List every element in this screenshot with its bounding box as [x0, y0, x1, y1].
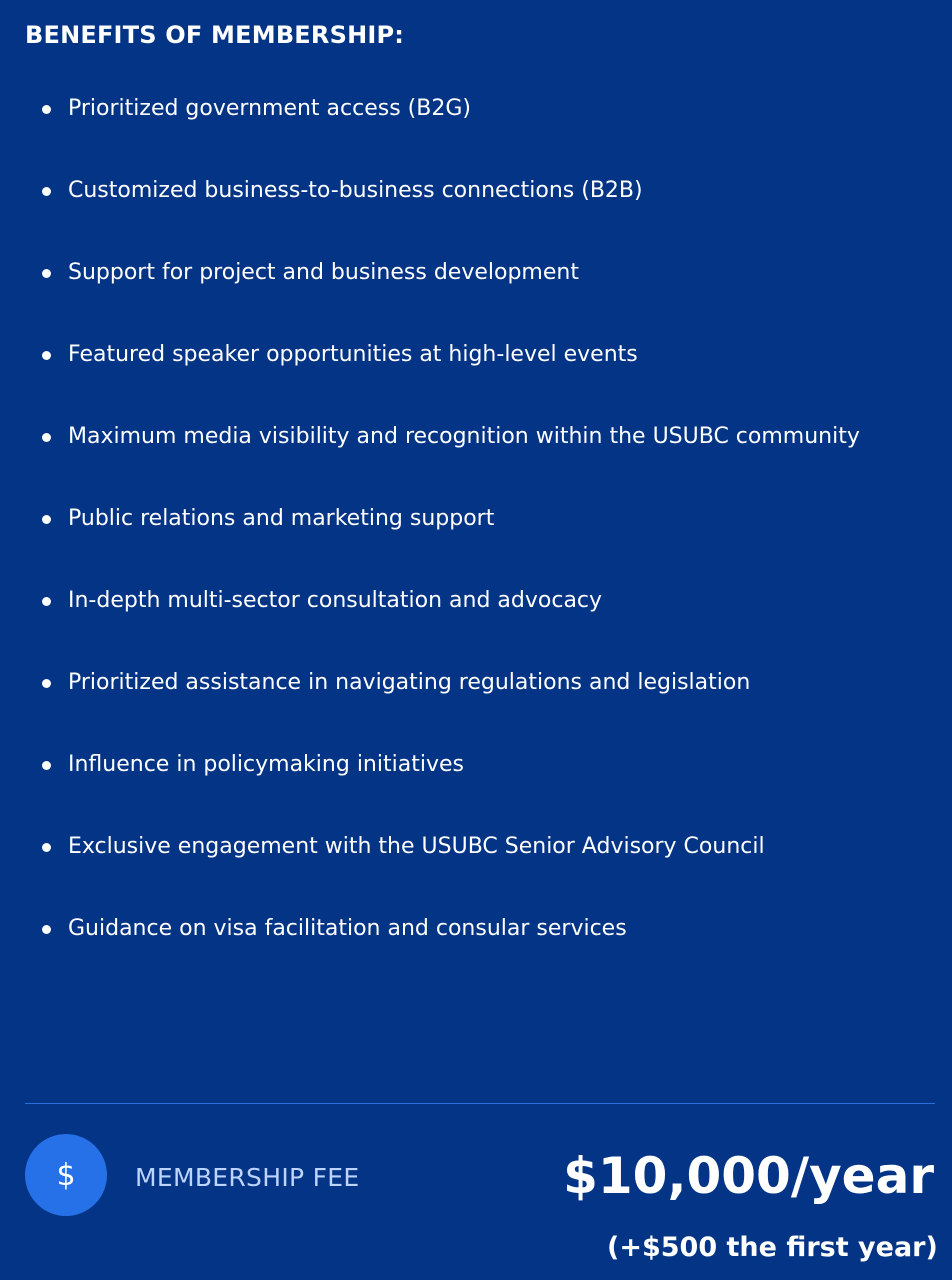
membership-fee-label: MEMBERSHIP FEE [135, 1163, 360, 1192]
benefits-list [0, 87, 952, 989]
bullet-icon [42, 105, 51, 114]
first-year-fee-note: (+$500 the first year) [607, 1232, 938, 1263]
bullet-icon [42, 351, 51, 360]
dollar-icon: $ [25, 1134, 107, 1216]
benefit-item [0, 251, 952, 333]
benefit-text: Support for project and business development [68, 260, 579, 285]
benefit-item [0, 333, 952, 415]
fee-divider [25, 1103, 935, 1104]
benefit-text: Prioritized assistance in navigating regulations and legislation [68, 670, 751, 695]
benefit-text: Maximum media visibility and recognition within the USUBC community [68, 424, 860, 449]
benefit-item [0, 169, 952, 251]
benefit-text: Customized business-to-business connections (B2B) [68, 178, 643, 203]
benefit-text: Exclusive engagement with the USUBC Senior Advisory Council [68, 834, 765, 859]
bullet-icon [42, 843, 51, 852]
bullet-icon [42, 597, 51, 606]
benefit-item [0, 87, 952, 169]
bullet-icon [42, 269, 51, 278]
benefit-item [0, 825, 952, 907]
benefit-text: Public relations and marketing support [68, 506, 495, 531]
benefit-item [0, 497, 952, 579]
bullet-icon [42, 187, 51, 196]
bullet-icon [42, 925, 51, 934]
benefit-item [0, 661, 952, 743]
benefit-text: In-depth multi-sector consultation and advocacy [68, 588, 603, 613]
benefit-text: Prioritized government access (B2G) [68, 96, 471, 121]
benefit-item [0, 907, 952, 989]
benefit-item [0, 415, 952, 497]
bullet-icon [42, 515, 51, 524]
benefit-item [0, 743, 952, 825]
membership-fee-amount: $10,000/year [563, 1147, 934, 1205]
benefit-item [0, 579, 952, 661]
bullet-icon [42, 433, 51, 442]
benefits-heading: BENEFITS OF MEMBERSHIP: [25, 21, 405, 49]
bullet-icon [42, 679, 51, 688]
benefit-text: Influence in policymaking initiatives [68, 752, 464, 777]
benefit-text: Guidance on visa facilitation and consular services [68, 916, 627, 941]
benefit-text: Featured speaker opportunities at high-level events [68, 342, 638, 367]
bullet-icon [42, 761, 51, 770]
